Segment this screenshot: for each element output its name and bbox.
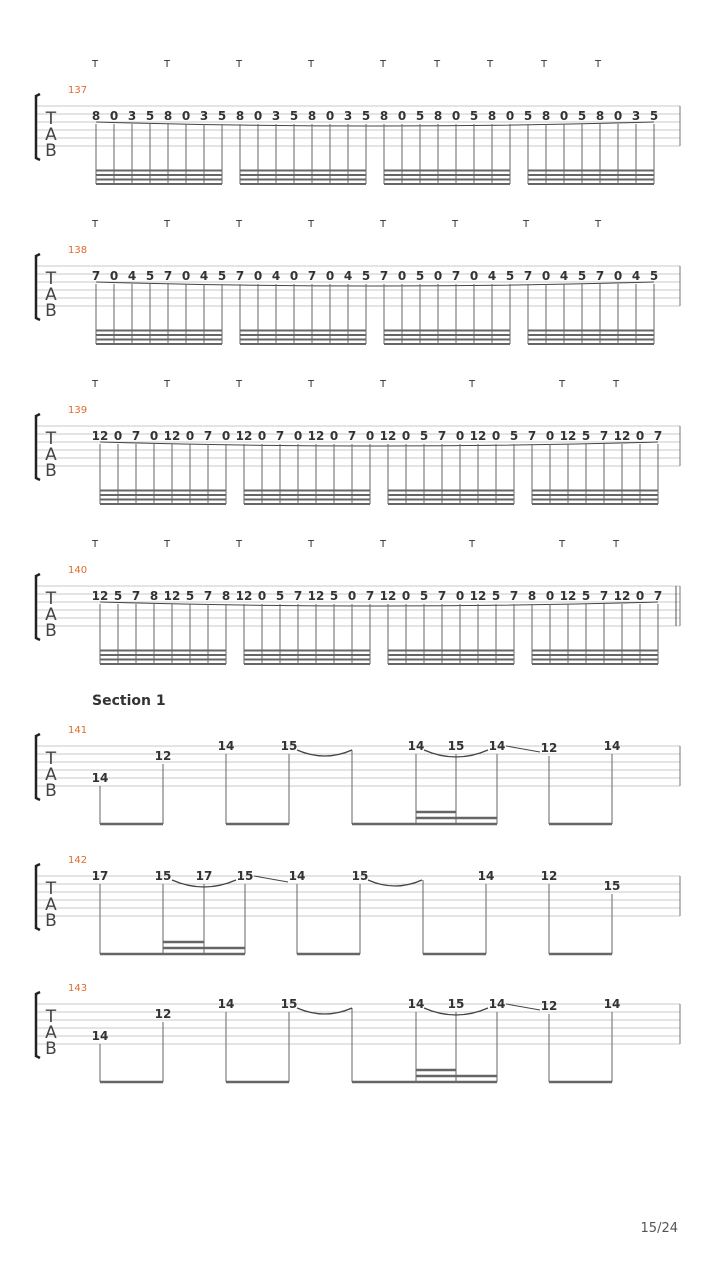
slur-arc <box>96 282 654 286</box>
tap-mark: T <box>379 219 387 230</box>
tab-clef-letter: B <box>45 911 57 931</box>
fret-number: 5 <box>415 269 425 283</box>
fret-number: 4 <box>487 269 497 283</box>
fret-number: 5 <box>523 109 533 123</box>
fret-number: 3 <box>127 109 137 123</box>
tap-mark: T <box>540 59 548 70</box>
staff-bracket <box>36 864 40 930</box>
tab-clef-letter: T <box>45 429 57 449</box>
fret-number: 0 <box>401 589 411 603</box>
fret-number: 5 <box>419 589 429 603</box>
fret-number: 5 <box>329 589 339 603</box>
fret-number: 0 <box>109 269 119 283</box>
fret-number: 12 <box>469 589 487 603</box>
fret-number: 0 <box>635 589 645 603</box>
fret-number: 5 <box>649 269 659 283</box>
fret-number: 8 <box>433 109 443 123</box>
slur-arc <box>368 880 422 886</box>
fret-number: 0 <box>455 589 465 603</box>
fret-number: 0 <box>293 429 303 443</box>
fret-number: 0 <box>469 269 479 283</box>
tap-mark: T <box>486 59 494 70</box>
fret-number: 0 <box>491 429 501 443</box>
staff-bracket <box>36 254 40 320</box>
tap-mark: T <box>379 539 387 550</box>
slide-line <box>506 1004 540 1010</box>
measure-number: 143 <box>68 983 88 994</box>
measure-number: 142 <box>68 855 88 866</box>
tap-mark: T <box>163 379 171 390</box>
fret-number: 5 <box>415 109 425 123</box>
fret-number: 0 <box>559 109 569 123</box>
tap-mark: T <box>91 379 99 390</box>
tab-clef-letter: B <box>45 781 57 801</box>
tab-clef-letter: B <box>45 141 57 161</box>
tap-mark: T <box>451 219 459 230</box>
tap-mark: T <box>433 59 441 70</box>
tab-clef-letter: B <box>45 301 57 321</box>
fret-number: 0 <box>541 269 551 283</box>
tap-mark: T <box>307 219 315 230</box>
fret-number: 0 <box>325 109 335 123</box>
fret-number: 14 <box>407 739 425 753</box>
fret-number: 0 <box>181 269 191 283</box>
staff-bracket <box>36 734 40 800</box>
fret-number: 5 <box>577 269 587 283</box>
fret-number: 14 <box>407 997 425 1011</box>
fret-number: 0 <box>253 269 263 283</box>
fret-number: 7 <box>131 429 141 443</box>
fret-number: 7 <box>653 589 663 603</box>
fret-number: 7 <box>379 269 389 283</box>
fret-number: 12 <box>379 429 397 443</box>
measure-number: 141 <box>68 725 88 736</box>
fret-number: 8 <box>149 589 159 603</box>
fret-number: 8 <box>527 589 537 603</box>
fret-number: 12 <box>469 429 487 443</box>
fret-number: 12 <box>613 429 631 443</box>
fret-number: 12 <box>91 429 109 443</box>
tap-mark: T <box>235 539 243 550</box>
fret-number: 0 <box>181 109 191 123</box>
fret-number: 5 <box>289 109 299 123</box>
fret-number: 15 <box>154 869 172 883</box>
tap-mark: T <box>163 59 171 70</box>
tap-mark: T <box>91 59 99 70</box>
fret-number: 0 <box>613 269 623 283</box>
tab-clef-letter: A <box>45 1023 57 1043</box>
fret-number: 7 <box>451 269 461 283</box>
tap-mark: T <box>235 59 243 70</box>
fret-number: 7 <box>203 429 213 443</box>
fret-number: 7 <box>293 589 303 603</box>
fret-number: 12 <box>613 589 631 603</box>
fret-number: 5 <box>185 589 195 603</box>
slur-arc <box>297 1008 352 1014</box>
fret-number: 14 <box>488 739 506 753</box>
slide-line <box>254 876 288 882</box>
fret-number: 7 <box>527 429 537 443</box>
fret-number: 7 <box>437 429 447 443</box>
measure-number: 137 <box>68 85 88 96</box>
fret-number: 14 <box>217 997 235 1011</box>
fret-number: 0 <box>451 109 461 123</box>
fret-number: 8 <box>541 109 551 123</box>
tab-clef-letter: T <box>45 749 57 769</box>
fret-number: 5 <box>361 109 371 123</box>
tap-mark: T <box>612 539 620 550</box>
fret-number: 5 <box>491 589 501 603</box>
tab-clef-letter: A <box>45 445 57 465</box>
tab-clef-letter: A <box>45 765 57 785</box>
tap-mark: T <box>91 539 99 550</box>
fret-number: 5 <box>505 269 515 283</box>
section-title: Section 1 <box>92 693 166 709</box>
staff-bracket <box>36 574 40 640</box>
fret-number: 7 <box>163 269 173 283</box>
tap-mark: T <box>612 379 620 390</box>
fret-number: 8 <box>235 109 245 123</box>
fret-number: 3 <box>343 109 353 123</box>
tap-mark: T <box>235 379 243 390</box>
fret-number: 8 <box>91 109 101 123</box>
fret-number: 12 <box>559 589 577 603</box>
fret-number: 17 <box>91 869 109 883</box>
fret-number: 12 <box>154 1007 172 1021</box>
fret-number: 5 <box>581 429 591 443</box>
fret-number: 8 <box>595 109 605 123</box>
tab-clef-letter: B <box>45 1039 57 1059</box>
fret-number: 0 <box>253 109 263 123</box>
tap-mark: T <box>522 219 530 230</box>
fret-number: 5 <box>419 429 429 443</box>
fret-number: 8 <box>163 109 173 123</box>
fret-number: 0 <box>635 429 645 443</box>
fret-number: 7 <box>235 269 245 283</box>
tap-mark: T <box>594 59 602 70</box>
fret-number: 7 <box>509 589 519 603</box>
fret-number: 12 <box>91 589 109 603</box>
fret-number: 5 <box>217 109 227 123</box>
fret-number: 15 <box>447 739 465 753</box>
measure-number: 139 <box>68 405 88 416</box>
measure-number: 140 <box>68 565 88 576</box>
fret-number: 12 <box>154 749 172 763</box>
tab-clef-letter: B <box>45 621 57 641</box>
tap-mark: T <box>307 59 315 70</box>
fret-number: 0 <box>329 429 339 443</box>
fret-number: 15 <box>447 997 465 1011</box>
tap-mark: T <box>468 379 476 390</box>
fret-number: 14 <box>477 869 495 883</box>
tap-mark: T <box>468 539 476 550</box>
tap-mark: T <box>558 379 566 390</box>
fret-number: 15 <box>280 997 298 1011</box>
tap-mark: T <box>91 219 99 230</box>
tab-clef-letter: A <box>45 605 57 625</box>
fret-number: 7 <box>203 589 213 603</box>
fret-number: 5 <box>649 109 659 123</box>
fret-number: 14 <box>488 997 506 1011</box>
fret-number: 12 <box>559 429 577 443</box>
fret-number: 7 <box>307 269 317 283</box>
fret-number: 12 <box>307 429 325 443</box>
tab-clef-letter: T <box>45 109 57 129</box>
fret-number: 7 <box>653 429 663 443</box>
tab-clef-letter: A <box>45 125 57 145</box>
fret-number: 7 <box>599 429 609 443</box>
fret-number: 5 <box>581 589 591 603</box>
tap-mark: T <box>307 379 315 390</box>
fret-number: 5 <box>361 269 371 283</box>
fret-number: 0 <box>221 429 231 443</box>
fret-number: 12 <box>540 999 558 1013</box>
fret-number: 14 <box>91 771 109 785</box>
tab-clef-letter: T <box>45 269 57 289</box>
fret-number: 14 <box>217 739 235 753</box>
fret-number: 5 <box>217 269 227 283</box>
staff-bracket <box>36 94 40 160</box>
fret-number: 15 <box>603 879 621 893</box>
fret-number: 4 <box>343 269 353 283</box>
staff-bracket <box>36 992 40 1058</box>
tap-mark: T <box>307 539 315 550</box>
fret-number: 8 <box>221 589 231 603</box>
fret-number: 5 <box>145 269 155 283</box>
measure-number: 138 <box>68 245 88 256</box>
tab-clef-letter: B <box>45 461 57 481</box>
fret-number: 3 <box>631 109 641 123</box>
tap-mark: T <box>379 379 387 390</box>
fret-number: 0 <box>455 429 465 443</box>
fret-number: 4 <box>559 269 569 283</box>
fret-number: 7 <box>523 269 533 283</box>
fret-number: 0 <box>149 429 159 443</box>
tap-mark: T <box>163 539 171 550</box>
fret-number: 4 <box>271 269 281 283</box>
fret-number: 14 <box>603 739 621 753</box>
fret-number: 0 <box>545 589 555 603</box>
fret-number: 12 <box>235 589 253 603</box>
fret-number: 4 <box>199 269 209 283</box>
fret-number: 0 <box>433 269 443 283</box>
tap-mark: T <box>235 219 243 230</box>
fret-number: 15 <box>280 739 298 753</box>
fret-number: 0 <box>109 109 119 123</box>
fret-number: 7 <box>91 269 101 283</box>
fret-number: 12 <box>379 589 397 603</box>
fret-number: 0 <box>397 109 407 123</box>
fret-number: 8 <box>379 109 389 123</box>
fret-number: 3 <box>271 109 281 123</box>
tap-mark: T <box>379 59 387 70</box>
fret-number: 0 <box>401 429 411 443</box>
fret-number: 7 <box>347 429 357 443</box>
page-number: 15/24 <box>640 1221 678 1236</box>
fret-number: 7 <box>131 589 141 603</box>
fret-number: 12 <box>307 589 325 603</box>
fret-number: 17 <box>195 869 213 883</box>
fret-number: 7 <box>599 589 609 603</box>
fret-number: 4 <box>127 269 137 283</box>
slide-line <box>506 746 540 752</box>
fret-number: 7 <box>275 429 285 443</box>
slur-arc <box>96 122 654 126</box>
fret-number: 12 <box>540 741 558 755</box>
fret-number: 5 <box>275 589 285 603</box>
fret-number: 4 <box>631 269 641 283</box>
tab-clef-letter: T <box>45 879 57 899</box>
tap-mark: T <box>558 539 566 550</box>
fret-number: 7 <box>365 589 375 603</box>
tap-mark: T <box>163 219 171 230</box>
fret-number: 12 <box>235 429 253 443</box>
fret-number: 0 <box>365 429 375 443</box>
fret-number: 15 <box>236 869 254 883</box>
fret-number: 7 <box>437 589 447 603</box>
fret-number: 5 <box>509 429 519 443</box>
slur-arc <box>297 750 352 756</box>
tab-clef-letter: A <box>45 895 57 915</box>
fret-number: 15 <box>351 869 369 883</box>
fret-number: 0 <box>257 589 267 603</box>
fret-number: 0 <box>257 429 267 443</box>
fret-number: 5 <box>113 589 123 603</box>
fret-number: 7 <box>595 269 605 283</box>
fret-number: 5 <box>577 109 587 123</box>
fret-number: 5 <box>469 109 479 123</box>
fret-number: 0 <box>185 429 195 443</box>
fret-number: 0 <box>505 109 515 123</box>
fret-number: 0 <box>325 269 335 283</box>
fret-number: 0 <box>347 589 357 603</box>
tab-clef-letter: T <box>45 589 57 609</box>
fret-number: 14 <box>603 997 621 1011</box>
fret-number: 5 <box>145 109 155 123</box>
fret-number: 3 <box>199 109 209 123</box>
fret-number: 14 <box>288 869 306 883</box>
fret-number: 0 <box>397 269 407 283</box>
fret-number: 0 <box>545 429 555 443</box>
tab-clef-letter: A <box>45 285 57 305</box>
fret-number: 12 <box>163 589 181 603</box>
tap-mark: T <box>594 219 602 230</box>
fret-number: 0 <box>113 429 123 443</box>
fret-number: 8 <box>487 109 497 123</box>
fret-number: 0 <box>289 269 299 283</box>
staff-bracket <box>36 414 40 480</box>
fret-number: 8 <box>307 109 317 123</box>
fret-number: 12 <box>163 429 181 443</box>
fret-number: 14 <box>91 1029 109 1043</box>
tab-clef-letter: T <box>45 1007 57 1027</box>
fret-number: 12 <box>540 869 558 883</box>
fret-number: 0 <box>613 109 623 123</box>
